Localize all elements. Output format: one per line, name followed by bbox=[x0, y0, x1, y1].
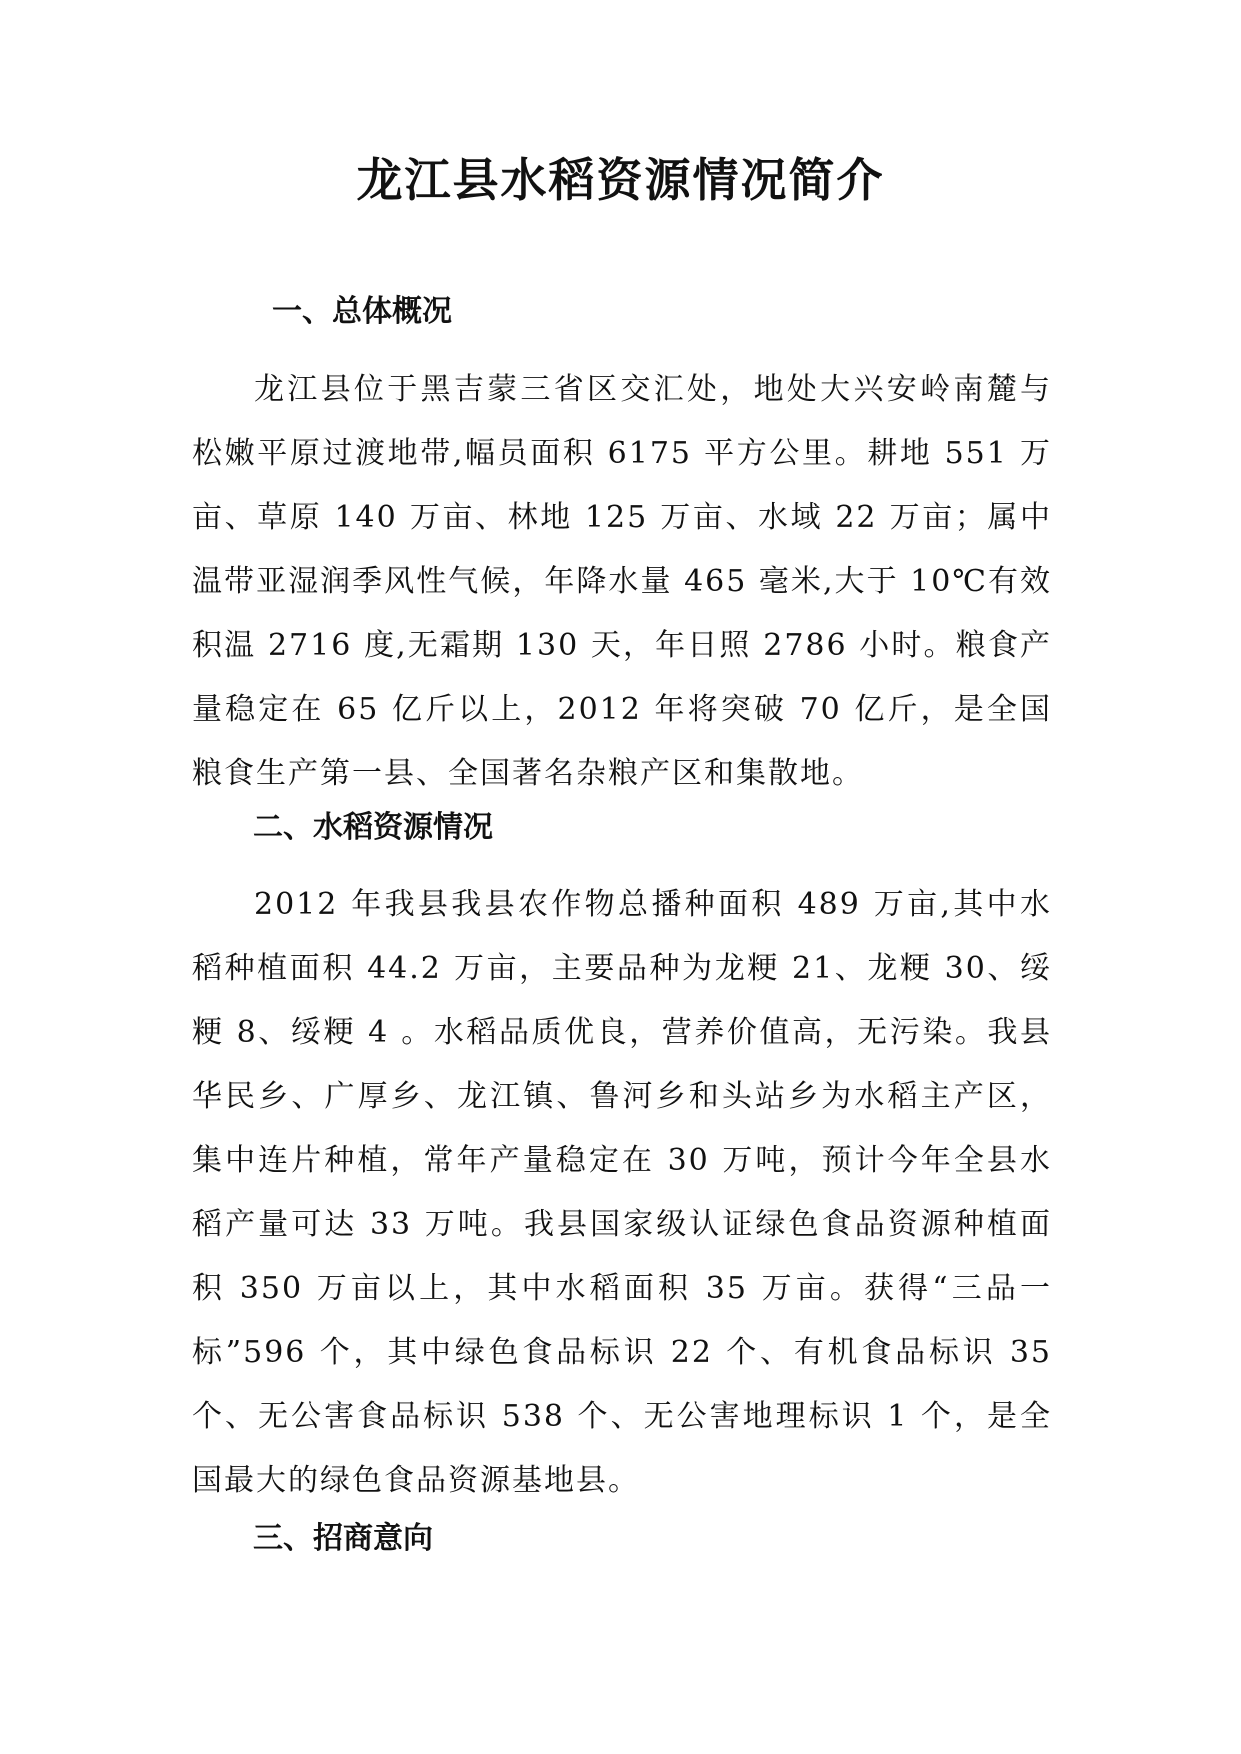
document-title: 龙江县水稻资源情况简介 bbox=[356, 153, 885, 207]
section-paragraph-overview: 龙江县位于黑吉蒙三省区交汇处，地处大兴安岭南麓与松嫩平原过渡地带,幅员面积 6175 平方公里。耕地 551 万亩、草原 140 万亩、林地 125 万亩、水域 22 万亩；属中温带亚湿润季风性气候，年降水量 465 毫米,大于 10℃有效积温 2716 度,无霜期 130 天，年日照 2786 小时。粮食产量稳定在 65 亿斤以上，2012 年将突破 70 亿斤，是全国粮食生产第一县、全国著名杂粮产区和集散地。 bbox=[192, 372, 1052, 791]
section-heading-rice-resources: 二、水稻资源情况 bbox=[253, 810, 493, 845]
section-paragraph-rice-resources: 2012 年我县我县农作物总播种面积 489 万亩,其中水稻种植面积 44.2 万亩，主要品种为龙粳 21、龙粳 30、绥粳 8、绥粳 4 。水稻品质优良，营养价值高，无污染。我县华民乡、广厚乡、龙江镇、鲁河乡和头站乡为水稻主产区，集中连片种植，常年产量稳定在 30 万吨，预计今年全县水稻产量可达 33 万吨。我县国家级认证绿色食品资源种植面积 350 万亩以上，其中水稻面积 35 万亩。获得“三品一标”596 个，其中绿色食品标识 22 个、有机食品标识 35 个、无公害食品标识 538 个、无公害地理标识 1 个，是全国最大的绿色食品资源基地县。 bbox=[192, 887, 1052, 1498]
section-heading-overview: 一、总体概况 bbox=[272, 294, 452, 329]
section-heading-investment-intent: 三、招商意向 bbox=[253, 1521, 433, 1556]
